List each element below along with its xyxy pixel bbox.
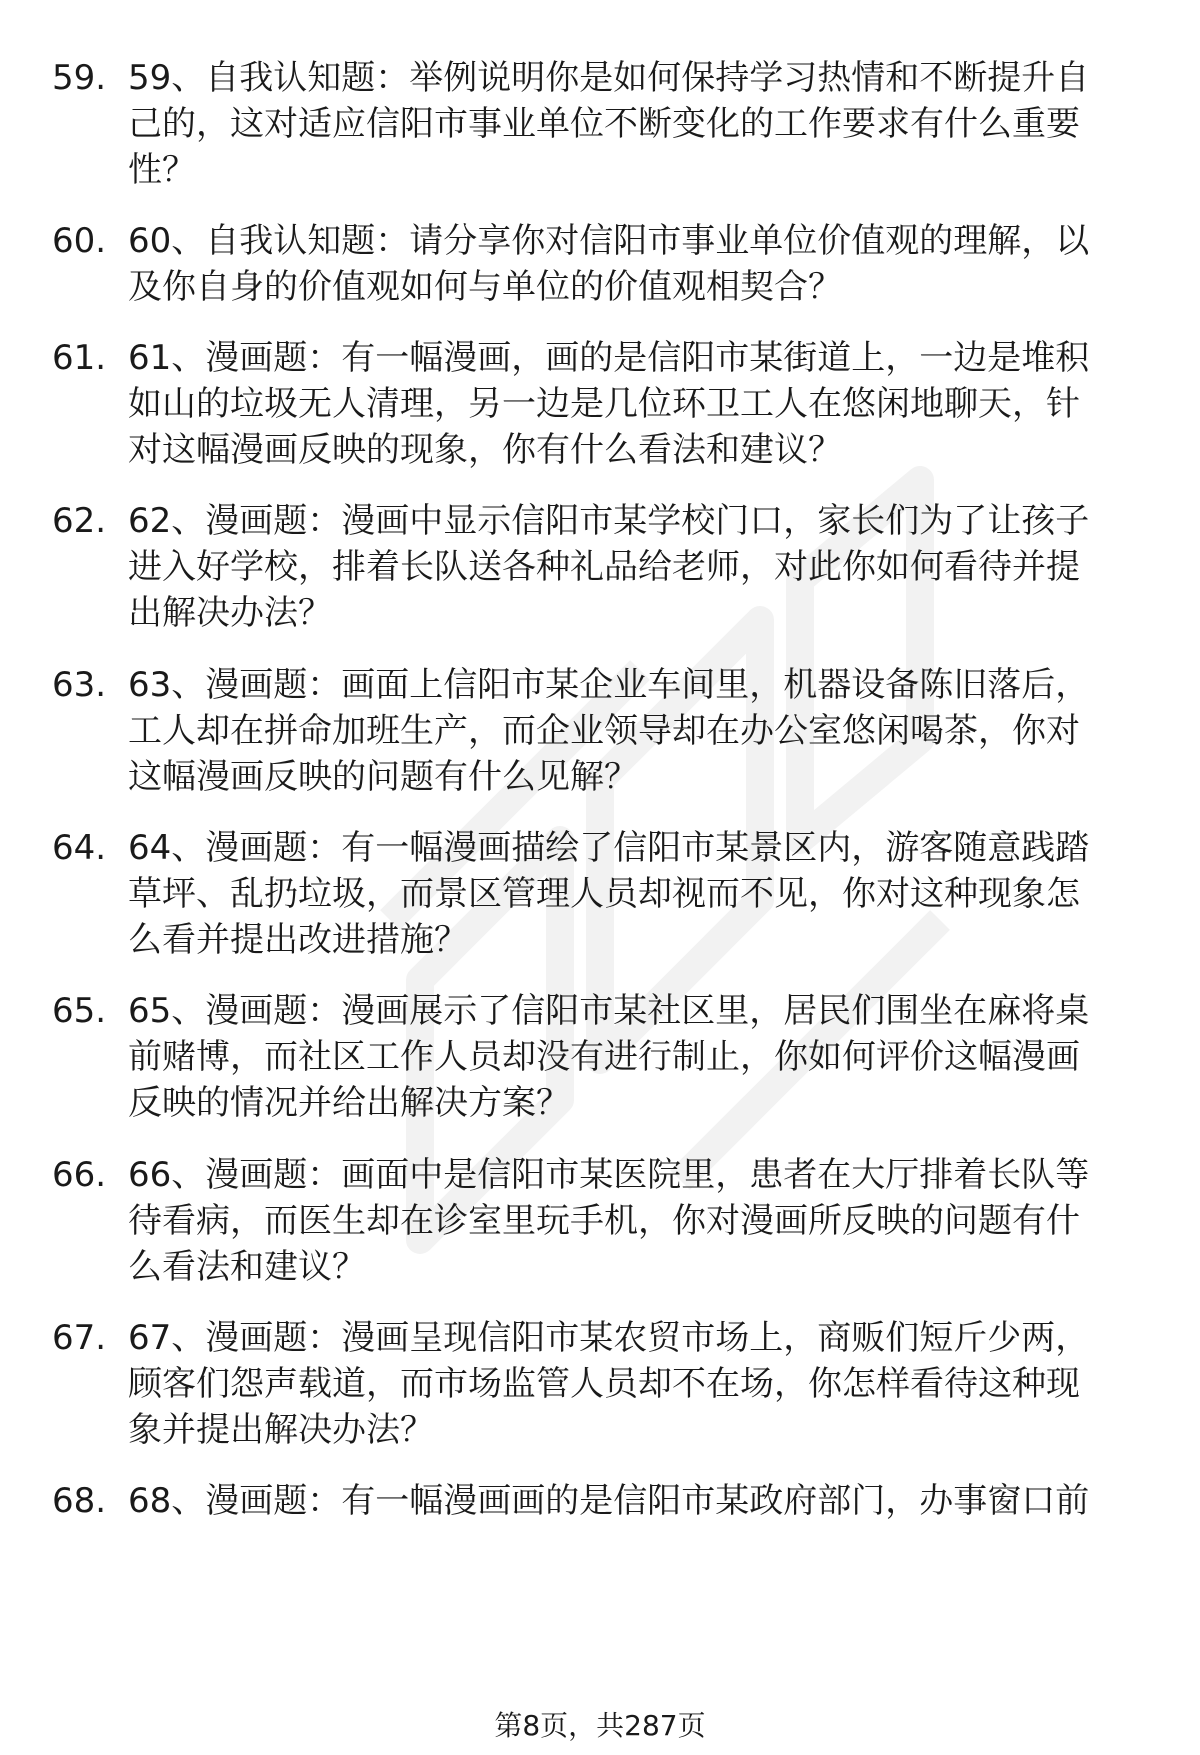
question-number: 60. [52, 221, 107, 261]
question-line: 出解决办法？ [128, 593, 332, 633]
page-number-label: 第8页，共287页 [494, 1709, 706, 1742]
question-line: 及你自身的价值观如何与单位的价值观相契合？ [128, 267, 842, 307]
question-text [128, 825, 1158, 963]
question-text [128, 218, 1158, 310]
question-line: 顾客们怨声载道，而市场监管人员却不在场，你怎样看待这种现 [128, 1364, 1080, 1404]
question-text [128, 1152, 1158, 1290]
question-line: 62、漫画题：漫画中显示信阳市某学校门口，家长们为了让孩子 [128, 501, 1090, 541]
question-line: 对这幅漫画反映的现象，你有什么看法和建议？ [128, 430, 842, 470]
question-line: 61、漫画题：有一幅漫画，画的是信阳市某街道上，一边是堆积 [128, 338, 1090, 378]
question-number: 68. [52, 1481, 107, 1521]
question-text [128, 1315, 1158, 1453]
question-number: 63. [52, 665, 107, 705]
question-line: 己的，这对适应信阳市事业单位不断变化的工作要求有什么重要 [128, 104, 1080, 144]
question-line: 如山的垃圾无人清理，另一边是几位环卫工人在悠闲地聊天，针 [128, 384, 1080, 424]
question-line: 67、漫画题：漫画呈现信阳市某农贸市场上，商贩们短斤少两， [128, 1318, 1090, 1358]
question-line: 工人却在拼命加班生产，而企业领导却在办公室悠闲喝茶，你对 [128, 711, 1080, 751]
question-number: 61. [52, 338, 107, 378]
question-number: 64. [52, 828, 107, 868]
question-text [128, 1478, 1158, 1524]
question-text [128, 498, 1158, 636]
question-number: 66. [52, 1155, 107, 1195]
question-line: 草坪、乱扔垃圾，而景区管理人员却视而不见，你对这种现象怎 [128, 874, 1080, 914]
question-line: 么看并提出改进措施？ [128, 920, 468, 960]
question-line: 64、漫画题：有一幅漫画描绘了信阳市某景区内，游客随意践踏 [128, 828, 1090, 868]
question-line: 68、漫画题：有一幅漫画画的是信阳市某政府部门，办事窗口前 [128, 1481, 1090, 1521]
question-line: 60、自我认知题：请分享你对信阳市事业单位价值观的理解，以 [128, 221, 1090, 261]
question-line: 象并提出解决办法？ [128, 1410, 434, 1450]
question-text [128, 662, 1158, 800]
question-number: 67. [52, 1318, 107, 1358]
question-line: 么看法和建议？ [128, 1247, 366, 1287]
question-text [128, 335, 1158, 473]
question-text [128, 55, 1158, 193]
question-line: 59、自我认知题：举例说明你是如何保持学习热情和不断提升自 [128, 58, 1090, 98]
question-number: 62. [52, 501, 107, 541]
question-line: 性？ [128, 150, 196, 190]
question-line: 这幅漫画反映的问题有什么见解？ [128, 757, 638, 797]
question-number: 65. [52, 991, 107, 1031]
question-line: 65、漫画题：漫画展示了信阳市某社区里，居民们围坐在麻将桌 [128, 991, 1090, 1031]
page-footer [0, 1708, 1200, 1744]
question-number: 59. [52, 58, 107, 98]
question-line: 进入好学校，排着长队送各种礼品给老师，对此你如何看待并提 [128, 547, 1080, 587]
question-line: 66、漫画题：画面中是信阳市某医院里，患者在大厅排着长队等 [128, 1155, 1090, 1195]
question-line: 63、漫画题：画面上信阳市某企业车间里，机器设备陈旧落后， [128, 665, 1090, 705]
question-line: 反映的情况并给出解决方案？ [128, 1083, 570, 1123]
question-text [128, 988, 1158, 1126]
question-line: 待看病，而医生却在诊室里玩手机，你对漫画所反映的问题有什 [128, 1201, 1080, 1241]
question-line: 前赌博，而社区工作人员却没有进行制止，你如何评价这幅漫画 [128, 1037, 1080, 1077]
